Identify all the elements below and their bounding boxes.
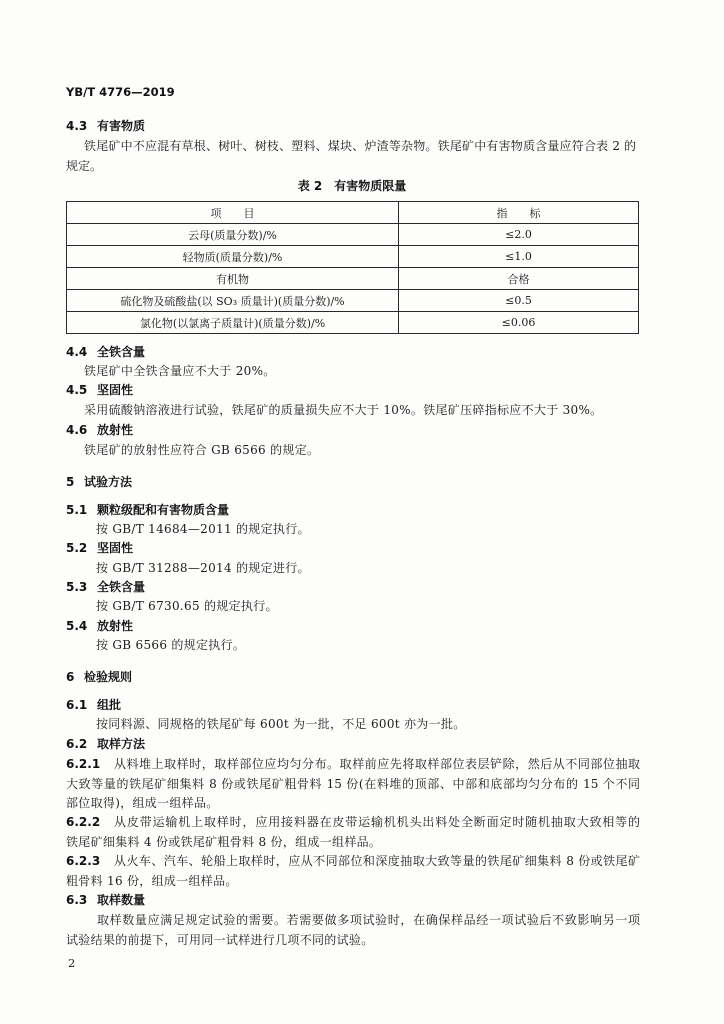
section-5-2-title: 坚固性 [97, 541, 134, 555]
section-4-4-text-line: 铁尾矿中全铁含量应不大于 20%。 [84, 364, 276, 378]
section-5-3-text-line: 按 GB/T 6730.65 的规定执行。 [96, 599, 278, 613]
section-5-4-text-line: 按 GB 6566 的规定执行。 [96, 638, 246, 652]
section-6-2-1-text-line: 从料堆上取样时，取样部位应均匀分布。取样前应先将取样部位表层铲除，然后从不同部位抽取 [114, 757, 640, 771]
table-cell-limit: ≤0.5 [399, 290, 639, 312]
section-6-3-title: 取样数量 [97, 893, 146, 907]
section-4-5-title: 坚固性 [97, 383, 134, 397]
table-2 [66, 201, 639, 334]
table-row [67, 246, 639, 268]
section-5-1-text-line: 按 GB/T 14684—2011 的规定执行。 [96, 522, 310, 536]
section-5-1-title: 颗粒级配和有害物质含量 [97, 503, 230, 517]
section-4-4-title: 全铁含量 [97, 345, 146, 359]
section-6-3-text-line: 取样数量应满足规定试验的需要。若需要做多项试验时，在确保样品经一项试验后不致影响另一项 [97, 913, 640, 927]
table-row [67, 290, 639, 312]
section-6-title: 检验规则 [84, 670, 133, 684]
section-5-1-number: 5.1 [66, 503, 88, 517]
section-5-2-text-line: 按 GB/T 31288—2014 的规定进行。 [96, 561, 310, 575]
section-6-1-number: 6.1 [66, 698, 88, 712]
table-cell-item: 氯化物(以氯离子质量计)(质量分数)/% [67, 312, 399, 334]
section-4-3-text-line: 规定。 [66, 159, 103, 173]
table-cell-item: 云母(质量分数)/% [67, 224, 399, 246]
table-cell-item: 硫化物及硫酸盐(以 SO₃ 质量计)(质量分数)/% [67, 290, 399, 312]
table-cell-item: 轻物质(质量分数)/% [67, 246, 399, 268]
section-6-2-3-text-line: 粗骨料 16 份，组成一组样品。 [66, 874, 238, 888]
table-cell-item: 有机物 [67, 268, 399, 290]
section-4-6-text-line: 铁尾矿的放射性应符合 GB 6566 的规定。 [84, 443, 320, 457]
running-header: YB/T 4776—2019 [66, 85, 175, 99]
section-6-2-2-text-line: 从皮带运输机上取样时，应用接料器在皮带运输机机头出料处全断面定时随机抽取大致相等的 [114, 815, 640, 829]
section-6-1-text-line: 按同料源、同规格的铁尾矿每 600t 为一批，不足 600t 亦为一批。 [96, 717, 466, 731]
table-2-caption: 表 2 有害物质限量 [297, 179, 407, 193]
section-6-2-1-text-line: 大致等量的铁尾矿细集料 8 份或铁尾矿粗骨料 15 份(在料堆的顶部、中部和底部均匀分布的 15 个不同 [66, 777, 640, 791]
section-6-2-2-number: 6.2.2 [66, 815, 101, 829]
section-4-6-title: 放射性 [97, 423, 134, 437]
table-header-item: 项 目 [67, 202, 399, 224]
section-6-2-3-number: 6.2.3 [66, 854, 101, 868]
section-4-3-number: 4.3 [66, 119, 88, 133]
table-row [67, 224, 639, 246]
table-cell-limit: ≤2.0 [399, 224, 639, 246]
table-cell-limit: ≤1.0 [399, 246, 639, 268]
section-6-2-1-text-line: 部位取得)，组成一组样品。 [66, 796, 219, 810]
section-5-4-title: 放射性 [97, 619, 134, 633]
section-6-2-3-text-line: 从火车、汽车、轮船上取样时，应从不同部位和深度抽取大致等量的铁尾矿细集料 8 份或铁尾矿 [114, 854, 640, 868]
section-6-2-1-number: 6.2.1 [66, 757, 101, 771]
section-5-3-title: 全铁含量 [97, 580, 146, 594]
section-6-2-title: 取样方法 [97, 737, 146, 751]
section-6-3-text-line: 试验结果的前提下，可用同一试样进行几项不同的试验。 [66, 933, 374, 947]
page-number: 2 [68, 956, 76, 970]
section-4-6-number: 4.6 [66, 423, 88, 437]
section-6-3-number: 6.3 [66, 893, 88, 907]
section-4-3-text-line: 铁尾矿中不应混有草根、树叶、树枝、塑料、煤块、炉渣等杂物。铁尾矿中有害物质含量应符合表 2 的 [84, 139, 636, 153]
table-cell-limit: 合格 [399, 268, 639, 290]
table-row [67, 312, 639, 334]
section-4-5-text-line: 采用硫酸钠溶液进行试验，铁尾矿的质量损失应不大于 10%。铁尾矿压碎指标应不大于 30%。 [84, 403, 603, 417]
table-header-row [67, 202, 639, 224]
section-5-3-number: 5.3 [66, 580, 88, 594]
table-cell-limit: ≤0.06 [399, 312, 639, 334]
section-5-title: 试验方法 [84, 475, 133, 489]
section-5-2-number: 5.2 [66, 541, 88, 555]
section-4-3-title: 有害物质 [97, 119, 146, 133]
table-header-limit: 指 标 [399, 202, 639, 224]
section-6-number: 6 [66, 670, 75, 684]
section-4-4-number: 4.4 [66, 345, 88, 359]
section-4-5-number: 4.5 [66, 383, 88, 397]
section-6-1-title: 组批 [97, 698, 122, 712]
section-6-2-number: 6.2 [66, 737, 88, 751]
section-5-4-number: 5.4 [66, 619, 88, 633]
section-5-number: 5 [66, 475, 75, 489]
section-6-2-2-text-line: 铁尾矿细集料 4 份或铁尾矿粗骨料 8 份，组成一组样品。 [66, 835, 382, 849]
table-row [67, 268, 639, 290]
